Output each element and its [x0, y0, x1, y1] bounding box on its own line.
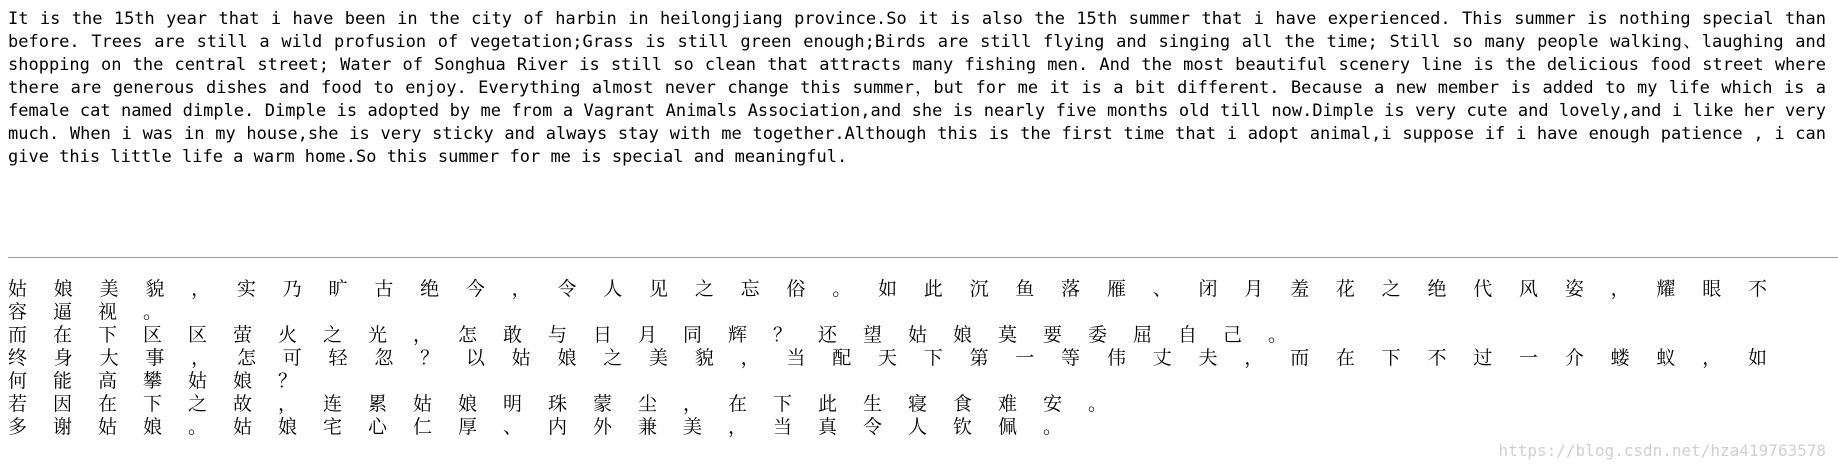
chinese-line-5: 多谢姑娘。姑娘宅心仁厚、内外兼美，当真令人钦佩。: [8, 416, 1089, 438]
chinese-line-4: 若因在下之故，连累姑娘明珠蒙尘，在下此生寝食难安。: [8, 393, 1134, 415]
chinese-line-1: 姑娘美貌，实乃旷古绝今，令人见之忘俗。如此沉鱼落雁、闭月羞花之绝代风姿，耀眼不容逼视。: [8, 278, 1793, 323]
chinese-line-2: 而在下区区萤火之光，怎敢与日月同辉？还望姑娘莫要委屈自己。: [8, 324, 1314, 346]
chinese-line-3: 终身大事，怎可轻忽？以姑娘之美貌，当配天下第一等伟丈夫，而在下不过一介蝼蚁，如何能高攀姑娘？: [8, 347, 1793, 392]
horizontal-divider: [8, 257, 1838, 258]
english-paragraph: It is the 15th year that i have been in the city of harbin in heilongjiang province.So it is also the 15th summer that i have experienced. This summer is nothing special than before. Trees are still a wild profusion of vegetation;Grass is still green enough;Birds are still flying and singing all the time; Still so many people walking、laughing and shopping on the central street; Water of Songhua River is still so clean that attracts many fishing men. And the most beautiful scenery line is the delicious food street where there are generous dishes and food to enjoy. Everything almost never change this summer，but for me it is a bit different. Because a new member is added to my life which is a female cat named dimple. Dimple is adopted by me from a Vagrant Animals Association,and she is nearly five months old till now.Dimple is very cute and lovely,and i like her very much. When i was in my house,she is very sticky and always stay with me together.Although this is the first time that i adopt animal,i suppose if i have enough patience , i can give this little life a warm home.So this summer for me is special and meaningful.: [8, 9, 1826, 167]
watermark-url: https://blog.csdn.net/hza419763578: [1498, 441, 1826, 460]
chinese-text-block: [8, 278, 1793, 439]
